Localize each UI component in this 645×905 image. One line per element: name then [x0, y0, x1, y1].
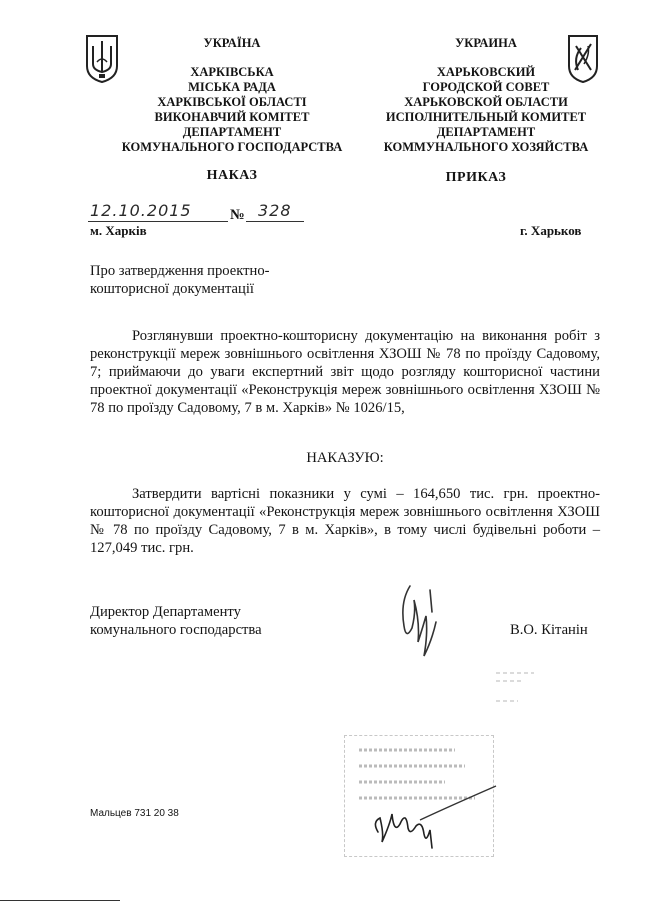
- org-line: ХАРКІВСЬКА: [190, 65, 274, 79]
- subject: [90, 262, 390, 298]
- city-ru: г. Харьков: [520, 223, 582, 238]
- subject-line: кошторисної документації: [90, 281, 254, 297]
- country-ru: УКРАИНА: [455, 36, 517, 50]
- number-label: №: [230, 207, 245, 223]
- position-line: Директор Департаменту: [90, 604, 241, 620]
- country-ua: УКРАЇНА: [203, 36, 261, 50]
- handwritten-date: 12.10.2015: [90, 201, 192, 220]
- header-left: [104, 36, 360, 155]
- org-line: ХАРКІВСЬКОЇ ОБЛАСТІ: [157, 95, 307, 109]
- org-line: ДЕПАРТАМЕНТ: [436, 125, 536, 139]
- order-item-paragraph: Затвердити вартісні показники у сумі – 164,650 тис. грн. проектно-кошторисної документації «Реконструкція мереж зовнішнього освітлення ХЗОШ № 78 по проїзду Садовому, 7 в м. Харків», в тому числі будівельні роботи – 127,049 тис. грн.: [90, 486, 600, 556]
- doc-type-ru: ПРИКАЗ: [445, 170, 507, 185]
- director-signature: [396, 582, 444, 668]
- city-ua: м. Харків: [90, 223, 147, 238]
- executor-contact: Мальцев 731 20 38: [90, 808, 179, 819]
- number-underline: [246, 221, 304, 222]
- org-line: КОМУНАЛЬНОГО ГОСПОДАРСТВА: [121, 140, 343, 154]
- preamble-paragraph: Розглянувши проектно-кошторисну документацію на виконання робіт з реконструкції мереж зовнішнього освітлення ХЗОШ № 78 по проїзду Садовому, 7; приймаючи до уваги експертний звіт щодо розгляду кошторисної частини проектної документації «Реконструкція мереж зовнішнього освітлення ХЗОШ № 78 по проїзду Садовому, 7 в м. Харків» № 1026/15,: [90, 328, 600, 416]
- handwritten-number: 328: [258, 201, 292, 220]
- org-line: ХАРЬКОВСКИЙ: [436, 65, 536, 79]
- faint-stamp-top: [494, 665, 574, 711]
- org-line: МІСЬКА РАДА: [188, 80, 276, 94]
- org-line: ХАРЬКОВСКОЙ ОБЛАСТИ: [404, 95, 568, 109]
- header-right: [366, 36, 606, 155]
- footer-rule: [0, 900, 120, 901]
- doc-type-ua: НАКАЗ: [206, 168, 258, 183]
- org-line: КОММУНАЛЬНОГО ХОЗЯЙСТВА: [383, 140, 589, 154]
- date-underline: [88, 221, 228, 222]
- subject-line: Про затвердження проектно-: [90, 263, 270, 279]
- org-line: ГОРОДСКОЙ СОВЕТ: [422, 80, 550, 94]
- org-line: ВИКОНАВЧИЙ КОМІТЕТ: [154, 110, 310, 124]
- signatory-position: [90, 603, 350, 639]
- approval-signature: [370, 784, 500, 854]
- signatory-name: В.О. Кітанін: [510, 622, 588, 638]
- order-heading: НАКАЗУЮ:: [306, 450, 384, 466]
- position-line: комунального господарства: [90, 622, 262, 638]
- org-line: ИСПОЛНИТЕЛЬНЫЙ КОМИТЕТ: [385, 110, 587, 124]
- org-line: ДЕПАРТАМЕНТ: [182, 125, 282, 139]
